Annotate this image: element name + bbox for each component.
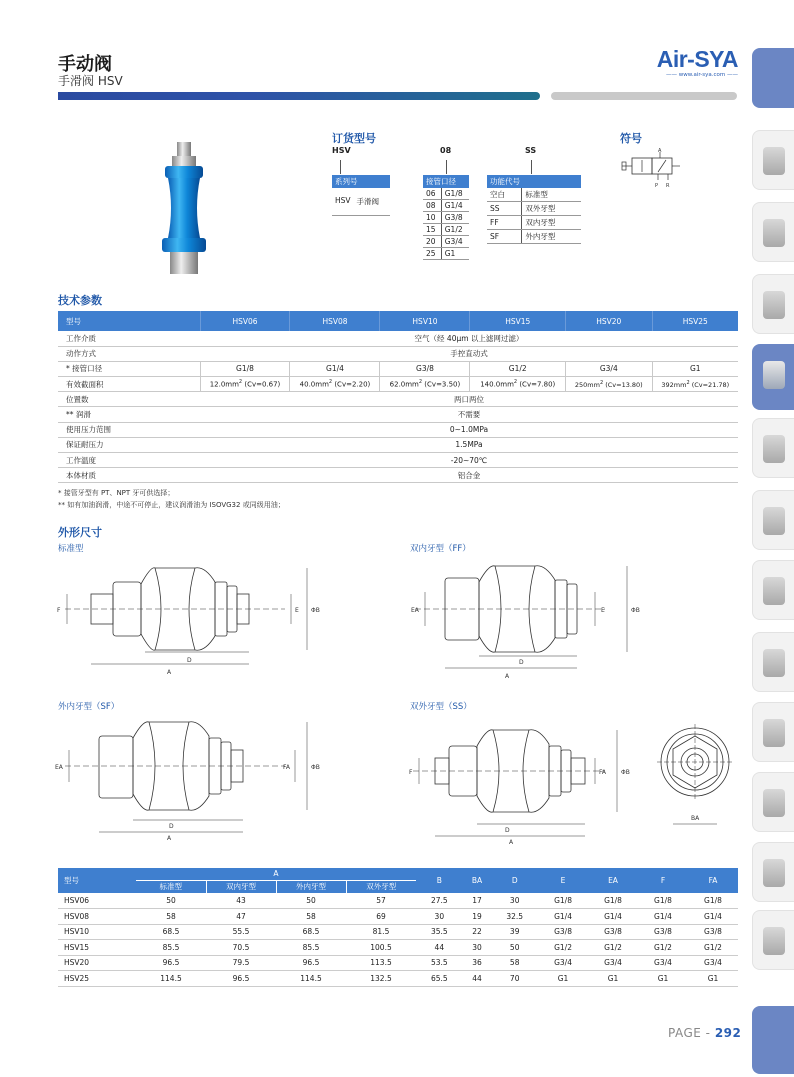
side-tab-regulator[interactable] xyxy=(752,560,794,620)
dim-label-b: ΦB xyxy=(311,607,320,614)
dim-value-cell: 55.5 xyxy=(206,924,276,940)
dim-header-cell: EA xyxy=(588,868,638,893)
port-size: G1/2 xyxy=(441,224,469,236)
spec-header-cell: HSV08 xyxy=(290,311,380,331)
code-connector xyxy=(340,160,341,174)
spec-label: 本体材质 xyxy=(58,468,200,483)
spec-header-row xyxy=(58,311,738,331)
dim-subheader-cell: 标准型 xyxy=(136,880,206,893)
dim-value-cell: 70.5 xyxy=(206,940,276,956)
spec-row xyxy=(58,453,738,468)
view-title-ss: 双外牙型（SS） xyxy=(410,702,472,712)
view-title-sf: 外内牙型（SF） xyxy=(58,702,120,712)
dim-value-cell: 32.5 xyxy=(491,909,538,925)
spec-value: 空气（经 40μm 以上滤网过滤） xyxy=(200,331,738,346)
spec-value: $62.0mm^2$ (Cv=3.50) xyxy=(380,377,470,392)
dim-value-cell: G1/2 xyxy=(638,940,688,956)
code-part-series: HSV xyxy=(332,146,351,155)
header-band-grey xyxy=(551,92,737,100)
dim-header-cell: 型号 xyxy=(58,868,136,893)
port-code: 06 xyxy=(423,188,441,200)
dim-value-cell: G3/8 xyxy=(538,924,588,940)
dim-value-cell: G1 xyxy=(588,971,638,987)
cylinder-icon xyxy=(763,435,785,463)
port-code-row xyxy=(423,200,469,212)
dim-value-cell: G3/8 xyxy=(588,924,638,940)
spec-row xyxy=(58,392,738,407)
spec-value: 不需要 xyxy=(200,407,738,422)
dim-value-cell: 58 xyxy=(491,955,538,971)
port-code-row xyxy=(423,188,469,200)
spec-row xyxy=(58,468,738,483)
dim-value-cell: 30 xyxy=(463,940,492,956)
spec-value: G3/8 xyxy=(380,361,470,376)
spec-row xyxy=(58,422,738,437)
dim-value-cell: 47 xyxy=(206,909,276,925)
port-code-row xyxy=(423,248,469,260)
lubricator-icon xyxy=(763,219,785,247)
dim-subheader-cell: 双内牙型 xyxy=(206,880,276,893)
port-code: 08 xyxy=(423,200,441,212)
spec-value: G3/4 xyxy=(566,361,653,376)
port-size: G1/4 xyxy=(441,200,469,212)
spec-value: $40.0mm^2$ (Cv=2.20) xyxy=(290,377,380,392)
spec-value: $12.0mm^2$ (Cv=0.67) xyxy=(200,377,290,392)
side-tab-fitting[interactable] xyxy=(752,274,794,334)
dim-value-cell: 113.5 xyxy=(346,955,416,971)
dim-value-cell: 69 xyxy=(346,909,416,925)
spec-row xyxy=(58,437,738,452)
dim-value-cell: G3/4 xyxy=(588,955,638,971)
dim-value-cell: 50 xyxy=(276,893,346,909)
dim-value-cell: 96.5 xyxy=(276,955,346,971)
side-tab-actuator[interactable] xyxy=(752,632,794,692)
dim-value-cell: G1/8 xyxy=(688,893,738,909)
dim-label-ea: EA xyxy=(55,764,63,771)
spec-value: $140.0mm^2$ (Cv=7.80) xyxy=(470,377,566,392)
side-tab-filter[interactable] xyxy=(752,130,794,190)
dim-value-cell: 79.5 xyxy=(206,955,276,971)
dim-label-f: F xyxy=(409,769,413,776)
port-code-row xyxy=(423,236,469,248)
view-title-ff: 双内牙型（FF） xyxy=(410,544,471,554)
dim-value-cell: 22 xyxy=(463,924,492,940)
dim-label-b: ΦB xyxy=(631,607,640,614)
dim-label-b: ΦB xyxy=(311,764,320,771)
spec-label: 工作温度 xyxy=(58,453,200,468)
dim-header-cell: B xyxy=(416,868,463,893)
dim-table-body xyxy=(58,893,738,986)
dim-value-cell: 58 xyxy=(276,909,346,925)
header-band xyxy=(58,92,540,100)
dim-label-f: F xyxy=(57,607,61,614)
dim-label-e: E xyxy=(601,607,605,614)
spec-title: 技术参数 xyxy=(58,294,102,307)
dim-value-cell: 57 xyxy=(346,893,416,909)
dim-value-cell: G3/4 xyxy=(538,955,588,971)
manifold-icon xyxy=(763,719,785,747)
function-code-row xyxy=(487,188,581,202)
port-size: G1/8 xyxy=(441,188,469,200)
series-name: 手滑阀 xyxy=(356,197,380,206)
valve-icon xyxy=(763,361,785,389)
dim-label-fa: FA xyxy=(599,769,607,776)
side-tab-elbow[interactable] xyxy=(752,772,794,832)
spec-header-cell: HSV25 xyxy=(652,311,738,331)
dim-label-a: A xyxy=(505,673,510,680)
spec-label: 位置数 xyxy=(58,392,200,407)
valve-symbol xyxy=(618,148,690,190)
regulator-icon xyxy=(763,577,785,605)
dim-value-cell: 44 xyxy=(416,940,463,956)
symbol-label-r: R xyxy=(666,183,670,189)
port-size: G1 xyxy=(441,248,469,260)
dim-value-cell: 132.5 xyxy=(346,971,416,987)
dim-header-cell: F xyxy=(638,868,688,893)
spec-header-cell: HSV15 xyxy=(470,311,566,331)
side-tab-silencer[interactable] xyxy=(752,842,794,902)
dim-value-cell: G1/8 xyxy=(588,893,638,909)
code-part-port: 08 xyxy=(440,146,452,155)
dim-value-cell: 114.5 xyxy=(276,971,346,987)
function-code: SF xyxy=(487,230,522,244)
code-part-function: SS xyxy=(525,146,537,155)
view-title-standard: 标准型 xyxy=(58,544,84,554)
spec-label: 工作介质 xyxy=(58,331,200,346)
side-tab-lubricator[interactable] xyxy=(752,202,794,262)
drawing-sf xyxy=(55,712,325,842)
dim-model-cell: HSV06 xyxy=(58,893,136,909)
drawing-end-view xyxy=(655,722,735,832)
table-row xyxy=(58,955,738,971)
dim-value-cell: 43 xyxy=(206,893,276,909)
dim-value-cell: 68.5 xyxy=(276,924,346,940)
table-row xyxy=(58,971,738,987)
code-connector xyxy=(446,160,447,174)
series-row xyxy=(332,188,390,216)
dim-value-cell: 81.5 xyxy=(346,924,416,940)
code-connector xyxy=(531,160,532,174)
dim-header-cell: BA xyxy=(463,868,492,893)
symbol-title: 符号 xyxy=(620,132,642,145)
product-photo xyxy=(150,140,218,280)
dim-value-cell: G1/8 xyxy=(538,893,588,909)
dim-value-cell: G1/4 xyxy=(688,909,738,925)
spec-label: ** 润滑 xyxy=(58,407,200,422)
dim-value-cell: 39 xyxy=(491,924,538,940)
dim-value-cell: 44 xyxy=(463,971,492,987)
port-code: 25 xyxy=(423,248,441,260)
function-code-row xyxy=(487,216,581,230)
spec-value: 0~1.0MPa xyxy=(200,422,738,437)
dim-value-cell: G3/8 xyxy=(688,924,738,940)
dim-value-cell: 19 xyxy=(463,909,492,925)
dim-subheader-cell: 外内牙型 xyxy=(276,880,346,893)
port-code-row xyxy=(423,212,469,224)
dim-value-cell: G3/8 xyxy=(638,924,688,940)
spec-value: G1 xyxy=(652,361,738,376)
spec-row xyxy=(58,331,738,346)
dim-value-cell: G1/4 xyxy=(538,909,588,925)
dim-header-cell: A xyxy=(136,868,416,880)
elbow-icon xyxy=(763,789,785,817)
drawing-ss xyxy=(405,712,645,846)
dim-label-fa: FA xyxy=(283,764,291,771)
function-code-row xyxy=(487,202,581,216)
series-code: HSV xyxy=(335,196,351,205)
dim-value-cell: 36 xyxy=(463,955,492,971)
side-tab-valve[interactable] xyxy=(752,344,794,410)
dim-header-cell: D xyxy=(491,868,538,893)
function-code: SS xyxy=(487,202,522,216)
function-name: 双内牙型 xyxy=(522,216,581,230)
port-code-row xyxy=(423,224,469,236)
brand-name: Air-SYA xyxy=(656,46,738,72)
dim-label-e: E xyxy=(295,607,299,614)
side-tab-top[interactable] xyxy=(752,48,794,108)
spec-row xyxy=(58,346,738,361)
port-code: 10 xyxy=(423,212,441,224)
port-code-table xyxy=(423,175,469,260)
symbol-label-p: P xyxy=(655,183,659,189)
order-code-title: 订货型号 xyxy=(332,132,376,145)
filter-icon xyxy=(763,147,785,175)
dim-value-cell: 50 xyxy=(491,940,538,956)
spec-row xyxy=(58,377,738,392)
spec-label: 动作方式 xyxy=(58,346,200,361)
spec-value: 1.5MPa xyxy=(200,437,738,452)
port-code-header: 接管口径 xyxy=(423,175,469,188)
dim-value-cell: 65.5 xyxy=(416,971,463,987)
dim-value-cell: G3/4 xyxy=(688,955,738,971)
dim-value-cell: 30 xyxy=(416,909,463,925)
dim-value-cell: 17 xyxy=(463,893,492,909)
table-row xyxy=(58,940,738,956)
dim-model-cell: HSV20 xyxy=(58,955,136,971)
function-code-table xyxy=(487,175,581,244)
side-tab-cylinder[interactable] xyxy=(752,418,794,478)
dim-label-d: D xyxy=(169,823,174,830)
dim-value-cell: G1/2 xyxy=(688,940,738,956)
dim-value-cell: G1/2 xyxy=(538,940,588,956)
spec-value: 手控直动式 xyxy=(200,346,738,361)
dim-value-cell: 27.5 xyxy=(416,893,463,909)
dim-label-a: A xyxy=(167,669,172,676)
spec-row xyxy=(58,407,738,422)
actuator-icon xyxy=(763,649,785,677)
dim-label-b: ΦB xyxy=(621,769,630,776)
dim-value-cell: 85.5 xyxy=(276,940,346,956)
solenoid-icon xyxy=(763,507,785,535)
spec-header-cell: HSV20 xyxy=(566,311,653,331)
dim-value-cell: 96.5 xyxy=(206,971,276,987)
spec-value: 铝合金 xyxy=(200,468,738,483)
page-number: PAGE - 292 xyxy=(668,1026,742,1040)
dim-header-row xyxy=(58,868,738,880)
side-tab-manifold[interactable] xyxy=(752,702,794,762)
dim-subheader-cell: 双外牙型 xyxy=(346,880,416,893)
side-tab-bottom[interactable] xyxy=(752,1006,794,1074)
dim-value-cell: G1/8 xyxy=(638,893,688,909)
dim-label-a: A xyxy=(509,839,514,846)
spec-table xyxy=(58,311,738,483)
spec-value: G1/8 xyxy=(200,361,290,376)
spec-label: 使用压力范围 xyxy=(58,422,200,437)
function-code-header: 功能代号 xyxy=(487,175,581,188)
dim-value-cell: 68.5 xyxy=(136,924,206,940)
dim-value-cell: 30 xyxy=(491,893,538,909)
spec-row xyxy=(58,361,738,376)
silencer-icon xyxy=(763,859,785,887)
dim-value-cell: G1 xyxy=(638,971,688,987)
dimension-table xyxy=(58,868,738,987)
drawing-ff xyxy=(405,556,645,686)
table-row xyxy=(58,909,738,925)
dim-value-cell: 85.5 xyxy=(136,940,206,956)
spec-label: * 接管口径 xyxy=(58,361,200,376)
port-size: G3/4 xyxy=(441,236,469,248)
series-box xyxy=(332,175,390,216)
spec-note: ** 如有加油润滑，中途不可停止，建议润滑油为 ISOVG32 或同级用油； xyxy=(58,501,285,509)
function-code: FF xyxy=(487,216,522,230)
page-subtitle: 手滑阀 HSV xyxy=(58,74,123,88)
dim-label-d: D xyxy=(519,659,524,666)
page-title: 手动阀 xyxy=(58,54,112,75)
dim-label-ea: EA xyxy=(411,607,419,614)
side-tab-tubing[interactable] xyxy=(752,910,794,970)
dim-label-d: D xyxy=(505,827,510,834)
spec-header-cell: HSV10 xyxy=(380,311,470,331)
dim-model-cell: HSV08 xyxy=(58,909,136,925)
dim-value-cell: 35.5 xyxy=(416,924,463,940)
dim-value-cell: G1/4 xyxy=(588,909,638,925)
tubing-icon xyxy=(763,927,785,955)
dim-value-cell: 58 xyxy=(136,909,206,925)
side-tab-solenoid[interactable] xyxy=(752,490,794,550)
dim-value-cell: G3/4 xyxy=(638,955,688,971)
spec-header-cell: 型号 xyxy=(58,311,200,331)
dims-title: 外形尺寸 xyxy=(58,526,102,539)
dim-label-ba: BA xyxy=(691,815,700,822)
dim-value-cell: 96.5 xyxy=(136,955,206,971)
port-size: G3/8 xyxy=(441,212,469,224)
dim-model-cell: HSV15 xyxy=(58,940,136,956)
dim-value-cell: G1/2 xyxy=(588,940,638,956)
spec-value: -20~70℃ xyxy=(200,453,738,468)
spec-value: G1/4 xyxy=(290,361,380,376)
dim-label-d: D xyxy=(187,657,192,664)
dim-value-cell: G1 xyxy=(688,971,738,987)
dim-value-cell: G1/4 xyxy=(638,909,688,925)
port-code: 20 xyxy=(423,236,441,248)
dim-value-cell: 70 xyxy=(491,971,538,987)
dim-header-cell: FA xyxy=(688,868,738,893)
dim-model-cell: HSV25 xyxy=(58,971,136,987)
dim-value-cell: 50 xyxy=(136,893,206,909)
dim-model-cell: HSV10 xyxy=(58,924,136,940)
drawing-standard xyxy=(55,556,325,686)
brand-logo xyxy=(648,46,738,78)
port-code: 15 xyxy=(423,224,441,236)
spec-header-cell: HSV06 xyxy=(200,311,290,331)
function-name: 标准型 xyxy=(522,188,581,202)
series-header: 系列号 xyxy=(332,175,390,188)
dim-value-cell: 53.5 xyxy=(416,955,463,971)
spec-label: 保证耐压力 xyxy=(58,437,200,452)
fitting-icon xyxy=(763,291,785,319)
spec-value: 两口两位 xyxy=(200,392,738,407)
spec-value: $392mm^2$ (Cv=21.78) xyxy=(652,377,738,392)
spec-value: $250mm^2$ (Cv=13.80) xyxy=(566,377,653,392)
spec-label: 有效截面积 xyxy=(58,377,200,392)
dim-value-cell: 100.5 xyxy=(346,940,416,956)
table-row xyxy=(58,893,738,909)
symbol-label-a: A xyxy=(658,148,662,154)
spec-note: * 接管牙型有 PT、NPT 牙可供选择； xyxy=(58,489,175,497)
dim-header-cell: E xyxy=(538,868,588,893)
dim-value-cell: G1 xyxy=(538,971,588,987)
spec-value: G1/2 xyxy=(470,361,566,376)
function-code-row xyxy=(487,230,581,244)
function-name: 双外牙型 xyxy=(522,202,581,216)
function-name: 外内牙型 xyxy=(522,230,581,244)
brand-url: —— www.air-sya.com —— xyxy=(665,72,738,78)
dim-value-cell: 114.5 xyxy=(136,971,206,987)
function-code: 空白 xyxy=(487,188,522,202)
dim-label-a: A xyxy=(167,835,172,842)
table-row xyxy=(58,924,738,940)
